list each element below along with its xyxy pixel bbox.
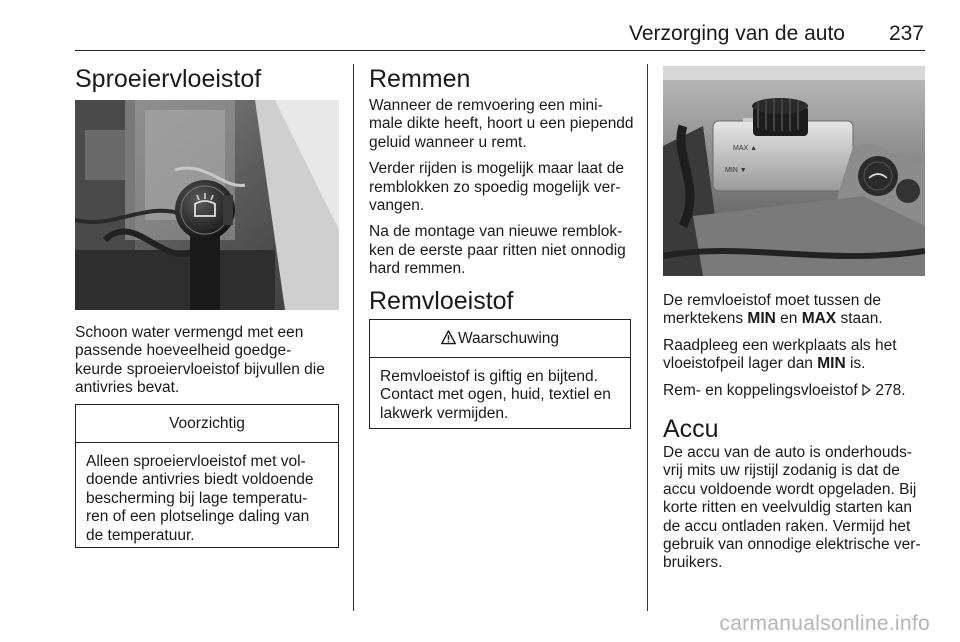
washer-fluid-text: Schoon water vermengd met een passende hoeveelheid goedge- keurde sproeiervloeistof bijvullen die antivries bevat. [75,324,325,397]
caution-body: Alleen sproeiervloeistof met vol- doende antivries biedt voldoende bescherming bij lage temperatu- ren of een plotselinge daling van de temperatuur. [86,453,314,544]
brake-fluid-reservoir-photo [663,66,925,276]
min-marker-label: MIN ▼ [725,167,747,174]
column-divider-right [647,64,648,611]
caution-box [75,404,339,548]
section-heading-remvloeistof: Remvloeistof [369,287,514,315]
washer-fluid-cap-photo [75,100,339,310]
max-mark: MAX [801,310,837,328]
page-number: 237 [888,22,924,45]
warning-triangle-icon [441,330,456,345]
section-heading-accu: Accu [663,415,719,443]
page-reference-arrow-icon [862,384,871,396]
warning-title: Waarschuwing [457,330,560,347]
min-mark-2: MIN [817,355,846,373]
warning-body: Remvloeistof is giftig en bijtend. Contact met ogen, huid, textiel en lakwerk vermijden. [380,368,611,422]
brake-fluid-text: De remvloeistof moet tussen de merktekens MIN en MAX staan. Raadpleeg een werkplaats als het vloeistofpeil lager dan MIN is. Rem- en koppelingsvloeistof 278. [663,292,906,399]
battery-text: De accu van de auto is onderhouds- vrij mits uw rijstijl zodanig is dat de accu voldoende wordt opgeladen. Bij korte ritten en veelvuldig starten kan de accu ontladen raken. Vermijd het gebruik van onnodige elektrische ver- bruikers. [663,444,921,572]
brakes-text: Wanneer de remvoering een mini- male dikte heeft, hoort u een piependd geluid wanneer u remt. Verder rijden is mogelijk maar laat de remblokken zo spoedig mogelijk ver- vangen. Na de montage van nieuwe remblok- ken de eerste paar ritten niet onnodig hard remmen. [369,97,634,278]
warning-box [369,319,631,429]
page-reference-link[interactable]: 278. [871,381,906,399]
column-divider-left [353,64,354,611]
min-mark: MIN [747,310,776,328]
section-heading-sproeiervloeistof: Sproeiervloeistof [75,65,262,93]
warning-header [370,320,630,358]
watermark: carmanualsonline.info [719,612,930,635]
running-header-title: Verzorging van de auto [629,22,845,45]
max-marker-label: MAX ▲ [733,145,758,152]
section-heading-remmen: Remmen [369,65,471,93]
caution-title: Voorzichtig [76,405,338,443]
header-rule [75,50,925,51]
